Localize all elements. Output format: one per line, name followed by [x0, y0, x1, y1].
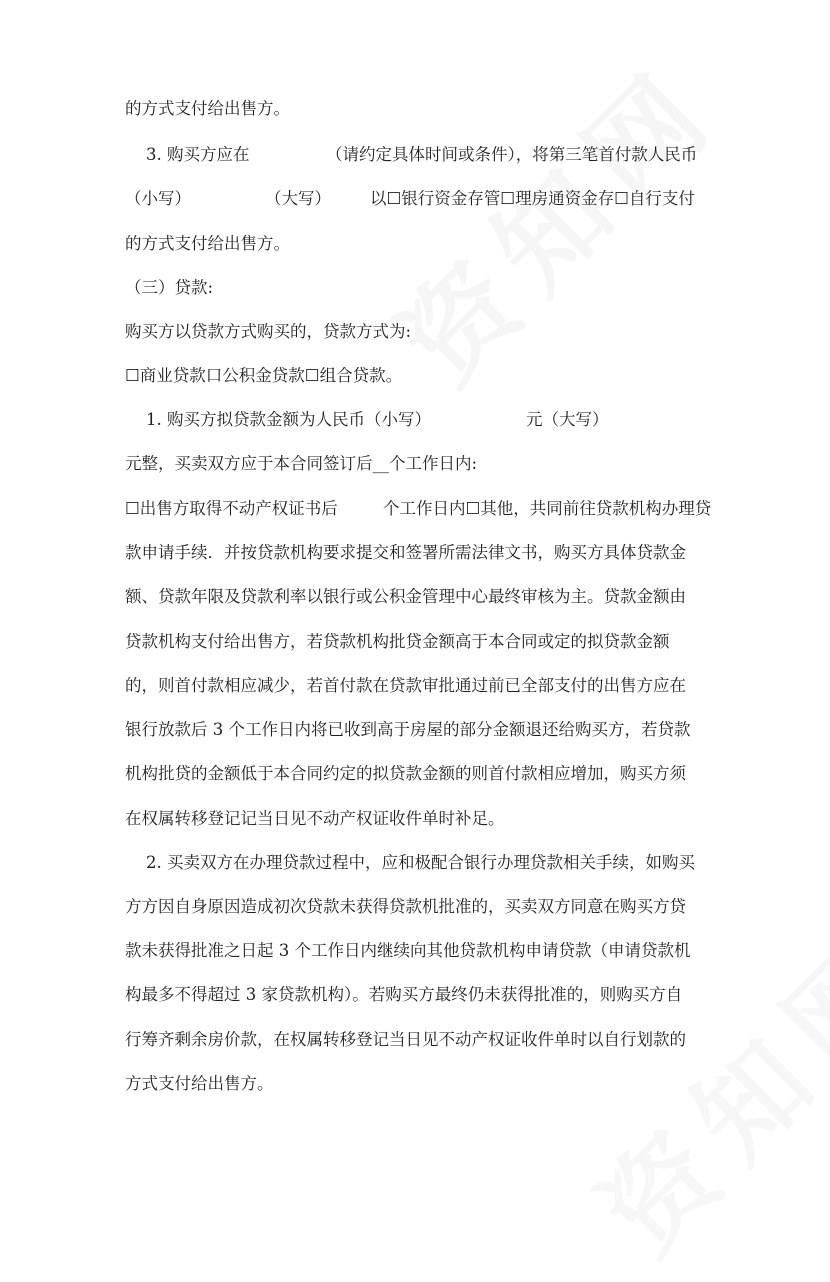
- payment-options-text: 以☐银行资金存管☐理房通资金存☐自行支付: [370, 189, 695, 208]
- clause-text: 个工作日内☐其他，共同前往贷款机构办理贷: [383, 499, 712, 518]
- paragraph-line: 的方式支付给出售方。: [125, 99, 290, 118]
- amount-lowercase-label: （小写）: [125, 189, 191, 208]
- paragraph-line: 额、贷款年限及贷款利率以银行或公积金管理中心最终审核为主。贷款金额由: [125, 587, 686, 606]
- paragraph-line: [146, 140, 746, 170]
- paragraph-line: 的方式支付给出售方。: [125, 234, 290, 253]
- paragraph-line: 方式支付给出售方。: [125, 1074, 274, 1093]
- paragraph-line: [125, 184, 725, 214]
- paragraph-line: [125, 494, 725, 524]
- paragraph-line: 的，则首付款相应减少，若首付款在贷款审批通过前已全部支付的出售方应在: [125, 676, 686, 695]
- paragraph-line: 款申请手续．并按贷款机构要求提交和签署所需法律文书，购买方具体贷款金: [125, 543, 686, 562]
- paragraph-line: 行筹齐剩余房价款，在权属转移登记当日见不动产权证收件单时以自行划款的: [125, 1030, 686, 1049]
- paragraph-line: 银行放款后 3 个工作日内将已收到高于房屋的部分金额退还给购买方，若贷款: [125, 720, 691, 739]
- watermark: [360, 24, 747, 411]
- clause-text: 1. 购买方拟贷款金额为人民币（小写）: [146, 410, 431, 429]
- paragraph-line: 方方因自身原因造成初次贷款未获得贷款机批准的，买卖双方同意在购买方贷: [125, 897, 686, 916]
- section-heading: （三）贷款:: [125, 278, 214, 297]
- paragraph-line: 购买方以贷款方式购买的，贷款方式为:: [125, 322, 412, 341]
- paragraph-line: 2. 买卖双方在办理贷款过程中，应和极配合银行办理贷款相关手续，如购买: [146, 853, 695, 872]
- amount-uppercase-label: （大写）: [265, 189, 331, 208]
- clause-number-text: 3. 购买方应在: [146, 145, 250, 164]
- paragraph-line: 元整，买卖双方应于本合同签订后__个工作日内:: [125, 454, 478, 473]
- paragraph-line: 贷款机构支付给出售方，若贷款机构批贷金额高于本合同或定的拟贷款金额: [125, 632, 670, 651]
- loan-type-options: ☐商业贷款口公积金贷款☐组合贷款。: [125, 366, 403, 385]
- paragraph-line: 机构批贷的金额低于本合同约定的拟贷款金额的则首付款相应增加，购买方须: [125, 764, 686, 783]
- clause-text: ☐出售方取得不动产权证书后: [125, 499, 338, 518]
- clause-text: （请约定具体时间或条件），将第三笔首付款人民币: [326, 145, 698, 164]
- paragraph-line: 构最多不得超过 3 家贷款机构）。若购买方最终仍未获得批准的，则购买方自: [125, 985, 683, 1004]
- paragraph-line: 在权属转移登记记当日见不动产权证收件单时补足。: [125, 809, 505, 828]
- paragraph-line: [146, 405, 746, 435]
- amount-uppercase-label: 元（大写）: [526, 410, 609, 429]
- paragraph-line: 款未获得批准之日起 3 个工作日内继续向其他贷款机构申请贷款（申请贷款机: [125, 941, 691, 960]
